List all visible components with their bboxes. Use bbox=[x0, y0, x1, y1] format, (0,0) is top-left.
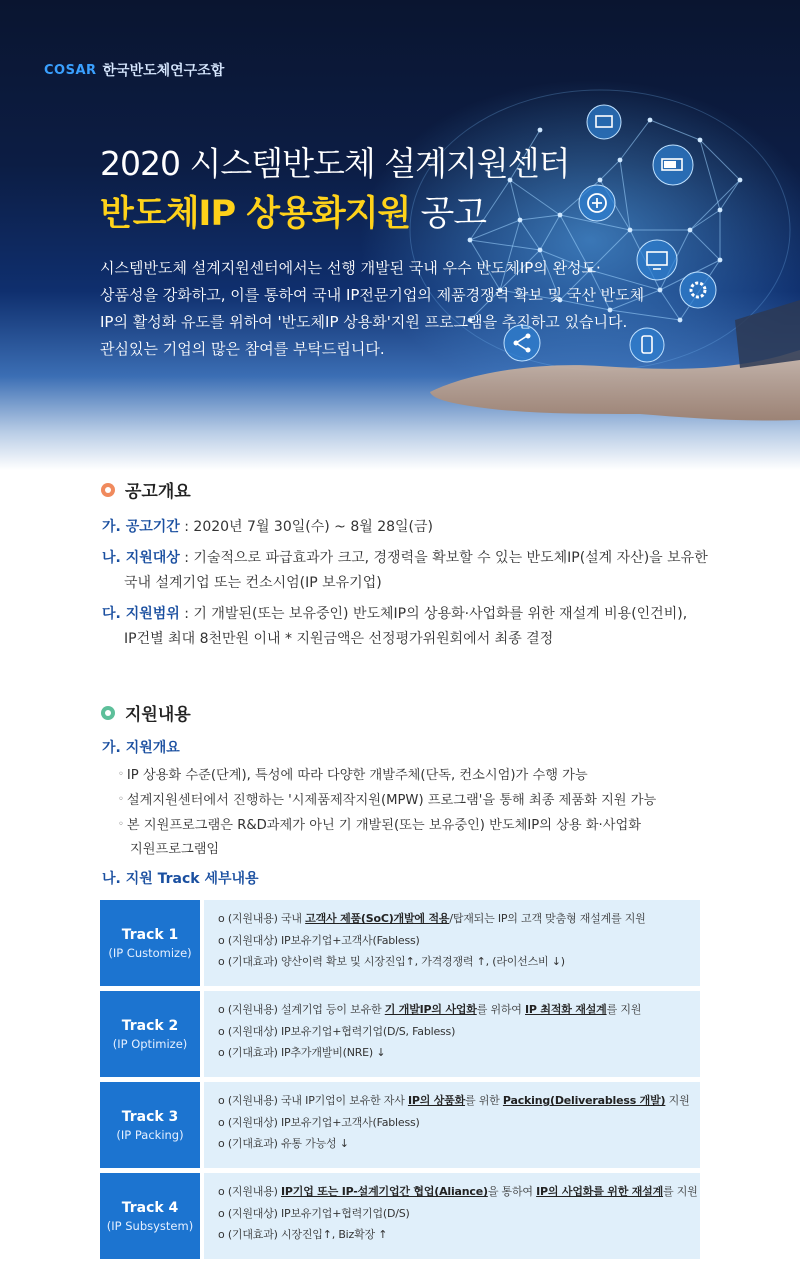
support-title: 지원내용 bbox=[125, 705, 191, 725]
track-detail-line bbox=[218, 951, 700, 973]
overview-item-scope bbox=[102, 602, 742, 652]
bullet-circle-icon bbox=[101, 706, 115, 720]
overview-item-target bbox=[102, 546, 742, 596]
hero-title: 2020 시스템반도체 설계지원센터 bbox=[100, 144, 570, 183]
hero-description bbox=[100, 255, 660, 363]
track-detail-text: /탑재되는 IP의 고객 맞춤형 재설계를 지원 bbox=[449, 912, 646, 925]
hero-subtitle bbox=[100, 186, 486, 236]
track-name: Track 3 bbox=[121, 1108, 179, 1125]
overview-item-period bbox=[102, 515, 742, 540]
track-detail-line bbox=[218, 1181, 700, 1203]
track-label bbox=[100, 900, 200, 986]
list-item-text-cont: 지원프로그램임 bbox=[130, 842, 220, 857]
track-detail-emphasis: 고객사 제품(SoC)개발에 적용 bbox=[305, 912, 450, 925]
track-detail-text: 를 지원 bbox=[663, 1185, 698, 1198]
item-text-cont: 국내 설계기업 또는 컨소시엄(IP 보유기업) bbox=[124, 575, 382, 591]
item-text-cont: IP건별 최대 8천만원 이내 * 지원금액은 선정평가위원회에서 최종 결정 bbox=[124, 631, 554, 647]
track-detail-text: o (기대효과) IP추가개발비(NRE) ↓ bbox=[218, 1046, 386, 1059]
track-detail-emphasis: IP의 사업화를 위한 재설계 bbox=[536, 1185, 664, 1198]
track-detail-emphasis: 기 개발IP의 사업화 bbox=[384, 1003, 477, 1016]
track-subtitle: (IP Subsystem) bbox=[106, 1218, 194, 1233]
track-detail-text: o (지원대상) IP보유기업+협력기업(D/S) bbox=[218, 1206, 410, 1220]
track-detail-emphasis: IP기업 또는 IP-설계기업간 협업(Aliance) bbox=[281, 1185, 488, 1198]
item-text: : 기 개발된(또는 보유중인) 반도체IP의 상용화·사업화를 위한 재설계 비용(인건비), bbox=[179, 606, 688, 622]
track-detail-text: 지원 bbox=[665, 1094, 690, 1107]
item-label: 다. 지원범위 bbox=[102, 606, 180, 622]
logo-name: 한국반도체연구조합 bbox=[102, 63, 225, 79]
track-details bbox=[204, 1082, 700, 1168]
track-details bbox=[204, 1173, 700, 1259]
hero-desc-line: 시스템반도체 설계지원센터에서는 선행 개발된 국내 우수 반도체IP의 완성도· bbox=[100, 259, 601, 277]
hero-desc-line: 상품성을 강화하고, 이를 통하여 국내 IP전문기업의 제품경쟁력 확보 및 국산 반도체 bbox=[100, 286, 645, 304]
hero-subtitle-suffix: 공고 bbox=[410, 194, 487, 234]
track-detail-text: o (지원대상) IP보유기업+고객사(Fabless) bbox=[218, 933, 420, 947]
bullet-circle-icon bbox=[101, 483, 115, 497]
track-detail-text: o (지원대상) IP보유기업+협력기업(D/S, Fabless) bbox=[218, 1024, 456, 1038]
track-detail-line bbox=[218, 1042, 700, 1064]
track-detail-emphasis: IP 최적화 재설계 bbox=[525, 1003, 607, 1016]
hero-desc-line: 관심있는 기업의 많은 참여를 부탁드립니다. bbox=[100, 340, 385, 358]
track-label bbox=[100, 1173, 200, 1259]
gear-icon bbox=[680, 272, 716, 308]
track-detail-text: o (기대효과) 유통 가능성 ↓ bbox=[218, 1137, 349, 1150]
track-name: Track 1 bbox=[121, 926, 179, 943]
track-detail-text: o (지원내용) 국내 bbox=[218, 912, 306, 925]
track-subtitle: (IP Customize) bbox=[108, 945, 192, 960]
item-text: : 2020년 7월 30일(수) ~ 8월 28일(금) bbox=[179, 519, 433, 535]
item-label: 가. 공고기간 bbox=[102, 519, 180, 535]
folder-icon bbox=[587, 105, 621, 139]
overview-list bbox=[102, 515, 742, 658]
track-detail-line bbox=[218, 1203, 700, 1225]
track-detail-text: o (지원내용) 설계기업 등이 보유한 bbox=[218, 1003, 385, 1016]
track-detail-text: o (지원대상) IP보유기업+고객사(Fabless) bbox=[218, 1115, 420, 1129]
hero-desc-line: IP의 활성화 유도를 위하여 '반도체IP 상용화'지원 프로그램을 추진하고 있습니다. bbox=[100, 313, 628, 331]
hero-subtitle-highlight: 반도체IP 상용화지원 bbox=[100, 194, 411, 234]
track-detail-text: 을 통하여 bbox=[487, 1185, 537, 1198]
track-subtitle: (IP Optimize) bbox=[112, 1036, 188, 1051]
support-bullet-list bbox=[118, 763, 738, 862]
item-label: 나. 지원대상 bbox=[102, 550, 180, 566]
track-label bbox=[100, 991, 200, 1077]
battery-icon bbox=[653, 145, 693, 185]
list-item-text: 본 지원프로그램은 R&D과제가 아닌 기 개발된(또는 보유중인) 반도체IP의 상용 화·사업화 bbox=[126, 818, 641, 833]
table-row bbox=[100, 900, 700, 986]
hero-banner bbox=[0, 0, 800, 470]
track-detail-text: o (기대효과) 시장진입↑, Biz확장 ↑ bbox=[218, 1228, 388, 1241]
track-detail-line bbox=[218, 1021, 700, 1043]
logo-mark: COSAR bbox=[44, 62, 97, 78]
logo bbox=[44, 60, 224, 80]
track-detail-line bbox=[218, 1090, 700, 1112]
item-text: : 기술적으로 파급효과가 크고, 경쟁력을 확보할 수 있는 반도체IP(설계 자산)을 보유한 bbox=[179, 550, 708, 566]
track-detail-text: o (지원내용) 국내 IP기업이 보유한 자사 bbox=[218, 1094, 408, 1107]
track-name: Track 4 bbox=[121, 1199, 179, 1216]
table-row bbox=[100, 991, 700, 1077]
list-item: ◦ 설계지원센터에서 진행하는 '시제품제작지원(MPW) 프로그램'을 통해 최종 제품화 지원 가능 bbox=[118, 793, 657, 808]
support-heading bbox=[101, 700, 191, 725]
list-item-text: IP 상용화 수준(단계), 특성에 따라 다양한 개발주체(단독, 컨소시엄)가 수행 가능 bbox=[126, 768, 588, 783]
track-label bbox=[100, 1082, 200, 1168]
track-heading: 나. 지원 Track 세부내용 bbox=[102, 871, 259, 887]
plus-icon bbox=[579, 185, 615, 221]
track-detail-text: 를 지원 bbox=[606, 1003, 642, 1016]
track-table bbox=[100, 900, 700, 1264]
list-item: ◦ 본 지원프로그램은 R&D과제가 아닌 기 개발된(또는 보유중인) 반도체IP의 상용 화·사업화 지원프로그램임 bbox=[118, 813, 738, 862]
track-details bbox=[204, 900, 700, 986]
table-row bbox=[100, 1173, 700, 1259]
track-detail-line bbox=[218, 1133, 700, 1155]
overview-heading bbox=[101, 477, 191, 502]
track-detail-text: 를 위한 bbox=[465, 1094, 503, 1107]
track-detail-line bbox=[218, 930, 700, 952]
track-detail-emphasis: IP의 상품화 bbox=[407, 1094, 466, 1107]
track-detail-line bbox=[218, 1112, 700, 1134]
track-detail-line bbox=[218, 999, 700, 1021]
track-detail-line bbox=[218, 1224, 700, 1246]
track-detail-text: 를 위하여 bbox=[476, 1003, 526, 1016]
track-details bbox=[204, 991, 700, 1077]
support-overview-heading: 가. 지원개요 bbox=[102, 740, 180, 756]
overview-title: 공고개요 bbox=[125, 482, 191, 502]
track-detail-text: o (기대효과) 양산이력 확보 및 시장진입↑, 가격경쟁력 ↑, (라이선스비 ↓) bbox=[218, 955, 565, 968]
list-item: ◦ IP 상용화 수준(단계), 특성에 따라 다양한 개발주체(단독, 컨소시엄)가 수행 가능 bbox=[118, 768, 588, 783]
track-subtitle: (IP Packing) bbox=[116, 1127, 184, 1142]
track-name: Track 2 bbox=[121, 1017, 179, 1034]
list-item-text: 설계지원센터에서 진행하는 '시제품제작지원(MPW) 프로그램'을 통해 최종 제품화 지원 가능 bbox=[126, 793, 657, 808]
track-detail-text: o (지원내용) bbox=[218, 1185, 282, 1198]
track-detail-emphasis: Packing(Deliverabless 개발) bbox=[502, 1094, 666, 1107]
track-detail-line bbox=[218, 908, 700, 930]
table-row bbox=[100, 1082, 700, 1168]
